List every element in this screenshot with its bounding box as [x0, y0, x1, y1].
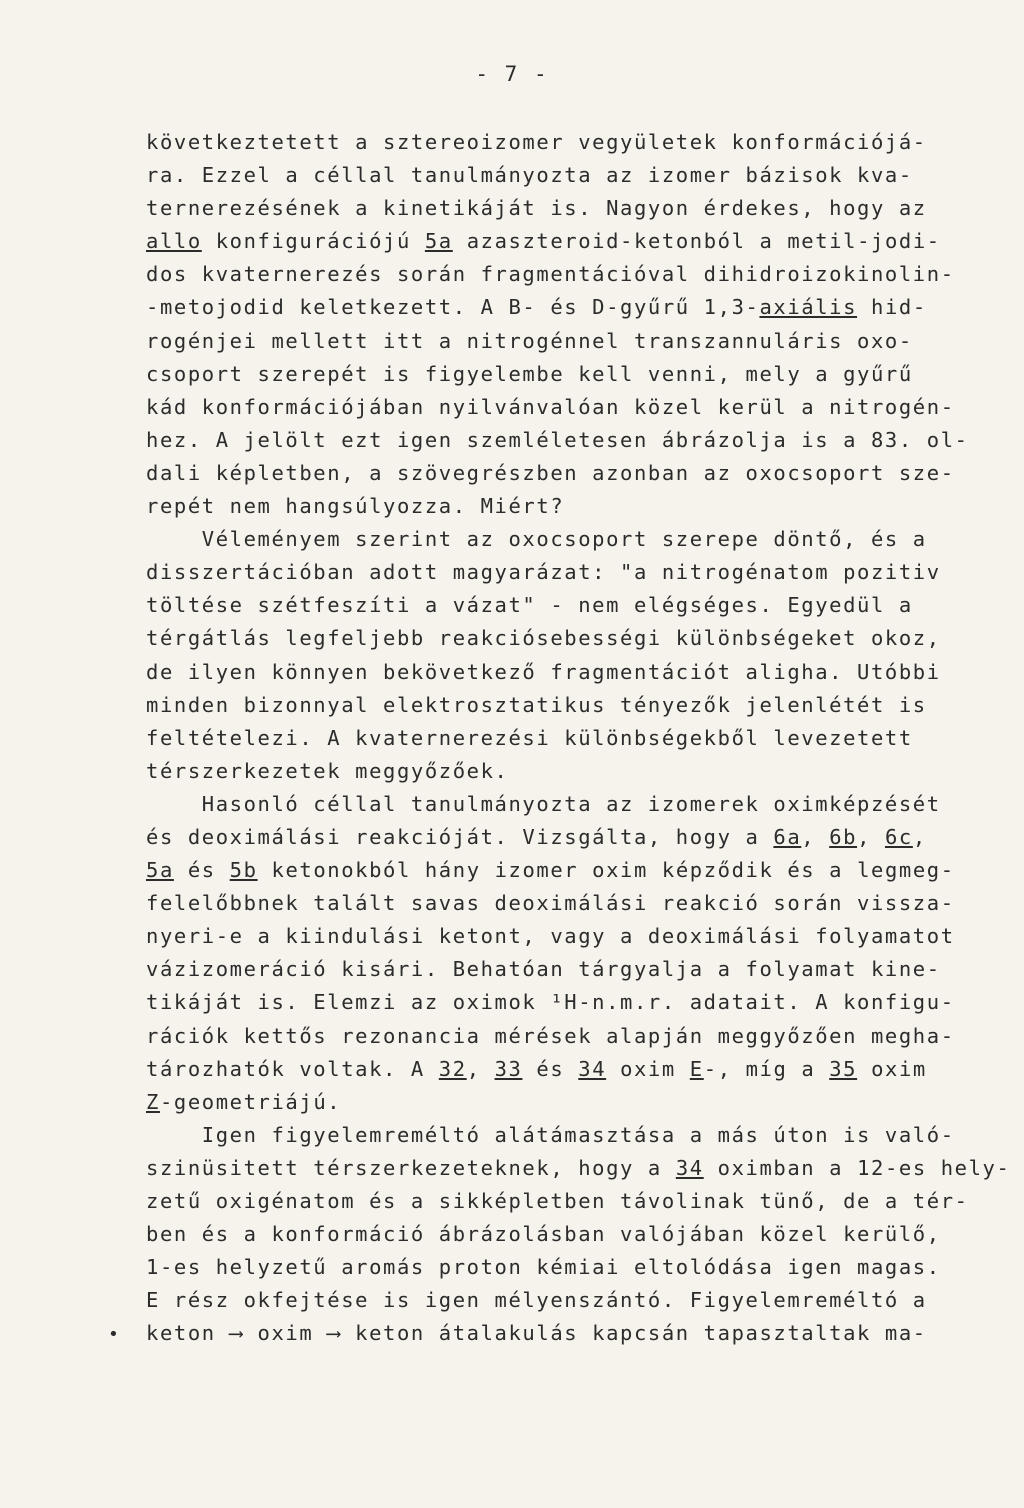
text-line	[146, 159, 1006, 192]
text-run: térgátlás legfeljebb reakciósebességi különbségeket okoz,	[146, 626, 941, 651]
text-line	[146, 325, 1006, 358]
underlined-term: axiális	[759, 295, 858, 320]
text-run: azaszteroid-ketonból a metil-jodi-	[452, 229, 941, 254]
text-run: rációk kettős rezonancia mérések alapján meggyőzően megha-	[146, 1023, 955, 1048]
underlined-term: 6a	[773, 824, 802, 849]
text-run: ben és a konformáció ábrázolásban valójában közel kerülő,	[146, 1222, 941, 1247]
text-line	[146, 1317, 1006, 1350]
text-run: rogénjei mellett itt a nitrogénnel transzannuláris oxo-	[146, 328, 913, 353]
text-run: tározhatók voltak. A	[146, 1056, 439, 1081]
underlined-term: 35	[829, 1056, 858, 1081]
text-line	[146, 1185, 1006, 1218]
text-line	[146, 1152, 1011, 1185]
text-line	[146, 788, 1006, 821]
text-run: csoport szerepét is figyelembe kell venni, mely a gyűrű	[146, 361, 913, 386]
text-run: ,	[466, 1056, 495, 1081]
text-line	[146, 887, 1006, 920]
text-run: Hasonló céllal tanulmányozta az izomerek oximképzését	[146, 791, 941, 816]
text-run: konfigurációjú	[201, 229, 425, 254]
margin-bullet: •	[108, 1323, 119, 1345]
text-line	[146, 755, 1006, 788]
underlined-term: E	[689, 1056, 704, 1081]
text-run: ternerezésének a kinetikáját is. Nagyon érdekes, hogy az	[146, 196, 927, 221]
text-line	[146, 920, 1006, 953]
text-run: ,	[857, 824, 885, 849]
text-run: tikáját is. Elemzi az oximok ¹H-n.m.r. adatait. A konfigu-	[146, 990, 955, 1015]
text-line	[146, 854, 1006, 887]
text-line	[146, 622, 1006, 655]
text-line	[146, 556, 1006, 589]
underlined-term: 6b	[829, 824, 858, 849]
text-line	[146, 291, 1006, 324]
text-line	[146, 126, 1006, 159]
text-line	[146, 656, 1006, 689]
text-line	[146, 192, 1006, 225]
text-run: oxim	[606, 1056, 690, 1081]
text-line	[146, 457, 1006, 490]
text-run: dos kvaternerezés során fragmentációval dihidroizokinolin-	[146, 262, 955, 287]
text-run: nyeri-e a kiindulási ketont, vagy a deoximálási folyamatot	[146, 924, 955, 949]
text-line	[146, 821, 1006, 854]
underlined-term: 6c	[884, 824, 913, 849]
text-run: -geometriájú.	[159, 1089, 342, 1114]
text-line	[146, 490, 1006, 523]
text-line	[146, 1020, 1006, 1053]
text-line	[146, 722, 1006, 755]
text-run: disszertációban adott magyarázat: "a nitrogénatom pozitiv	[146, 560, 941, 585]
text-run: ketonokból hány izomer oxim képződik és a legmeg-	[257, 858, 955, 883]
text-run: hez. A jelölt ezt igen szemléletesen ábrázolja is a 83. ol-	[146, 427, 969, 452]
text-run: -metojodid keletkezett. A B- és D-gyűrű 1,3-	[146, 295, 760, 320]
text-line	[146, 1218, 1006, 1251]
page-number: - 7 -	[475, 62, 549, 86]
text-line	[146, 523, 1006, 556]
text-line	[146, 1284, 1006, 1317]
text-run: és deoximálási reakcióját. Vizsgálta, hogy a	[146, 824, 774, 849]
text-line	[146, 1086, 1006, 1119]
text-line	[146, 1119, 1006, 1152]
text-run: töltése szétfeszíti a vázat" - nem elégséges. Egyedül a	[146, 593, 913, 618]
text-line	[146, 589, 1006, 622]
underlined-term: 34	[675, 1155, 704, 1180]
text-line	[146, 953, 1006, 986]
text-line	[146, 689, 1006, 722]
text-run: felelőbbnek talált savas deoximálási reakció során vissza-	[146, 891, 955, 916]
text-line	[146, 258, 1006, 291]
text-run: E rész okfejtése is igen mélyenszántó. Figyelemreméltó a	[146, 1288, 927, 1313]
text-run: ,	[801, 824, 830, 849]
text-run: hid-	[857, 295, 927, 320]
text-run: dali képletben, a szövegrészben azonban az oxocsoport sze-	[146, 460, 955, 485]
text-run: Véleményem szerint az oxocsoport szerepe döntő, és a	[146, 527, 927, 552]
body-text	[146, 126, 1011, 1350]
text-run: és	[522, 1056, 579, 1081]
text-run: repét nem hangsúlyozza. Miért?	[146, 494, 565, 519]
text-line	[146, 986, 1006, 1019]
text-line	[146, 358, 1006, 391]
text-run: -, míg a	[703, 1056, 830, 1081]
text-line	[146, 1251, 1006, 1284]
underlined-term: 33	[494, 1056, 523, 1081]
text-run: de ilyen könnyen bekövetkező fragmentációt aligha. Utóbbi	[146, 659, 941, 684]
text-run: oximban a 12-es hely-	[703, 1155, 1011, 1180]
underlined-term: Z	[146, 1089, 160, 1114]
text-run: 1-es helyzetű aromás proton kémiai eltolódása igen magas.	[146, 1255, 941, 1280]
text-run: és	[173, 858, 230, 883]
underlined-term: allo	[146, 229, 202, 254]
underlined-term: 34	[578, 1056, 607, 1081]
text-run: ra. Ezzel a céllal tanulmányozta az izomer bázisok kva-	[146, 163, 913, 188]
text-run: Igen figyelemreméltó alátámasztása a más úton is való-	[146, 1122, 955, 1147]
underlined-term: 5a	[424, 229, 453, 254]
text-run: következtetett a sztereoizomer vegyületek konformációjá-	[146, 130, 927, 154]
text-run: ,	[912, 824, 927, 849]
text-run: minden bizonnyal elektrosztatikus tényezők jelenlétét is	[146, 692, 927, 717]
underlined-term: 32	[438, 1056, 467, 1081]
text-line	[146, 1053, 1006, 1086]
text-line	[146, 424, 1006, 457]
text-run: keton ⟶ oxim ⟶ keton átalakulás kapcsán tapasztaltak ma-	[146, 1321, 927, 1346]
text-run: oxim	[857, 1056, 927, 1081]
text-run: zetű oxigénatom és a sikképletben távolinak tünő, de a tér-	[146, 1189, 969, 1213]
text-run: feltételezi. A kvaternerezési különbségekből levezetett	[146, 725, 913, 750]
underlined-term: 5b	[229, 858, 258, 883]
text-run: kád konformációjában nyilvánvalóan közel kerül a nitrogén-	[146, 394, 955, 419]
text-line	[146, 391, 1006, 424]
text-run: szinüsitett térszerkezeteknek, hogy a	[146, 1155, 676, 1180]
text-run: térszerkezetek meggyőzőek.	[146, 758, 509, 783]
text-line	[146, 225, 1006, 258]
underlined-term: 5a	[146, 858, 174, 883]
text-run: vázizomeráció kisári. Behatóan tárgyalja a folyamat kine-	[146, 957, 941, 982]
